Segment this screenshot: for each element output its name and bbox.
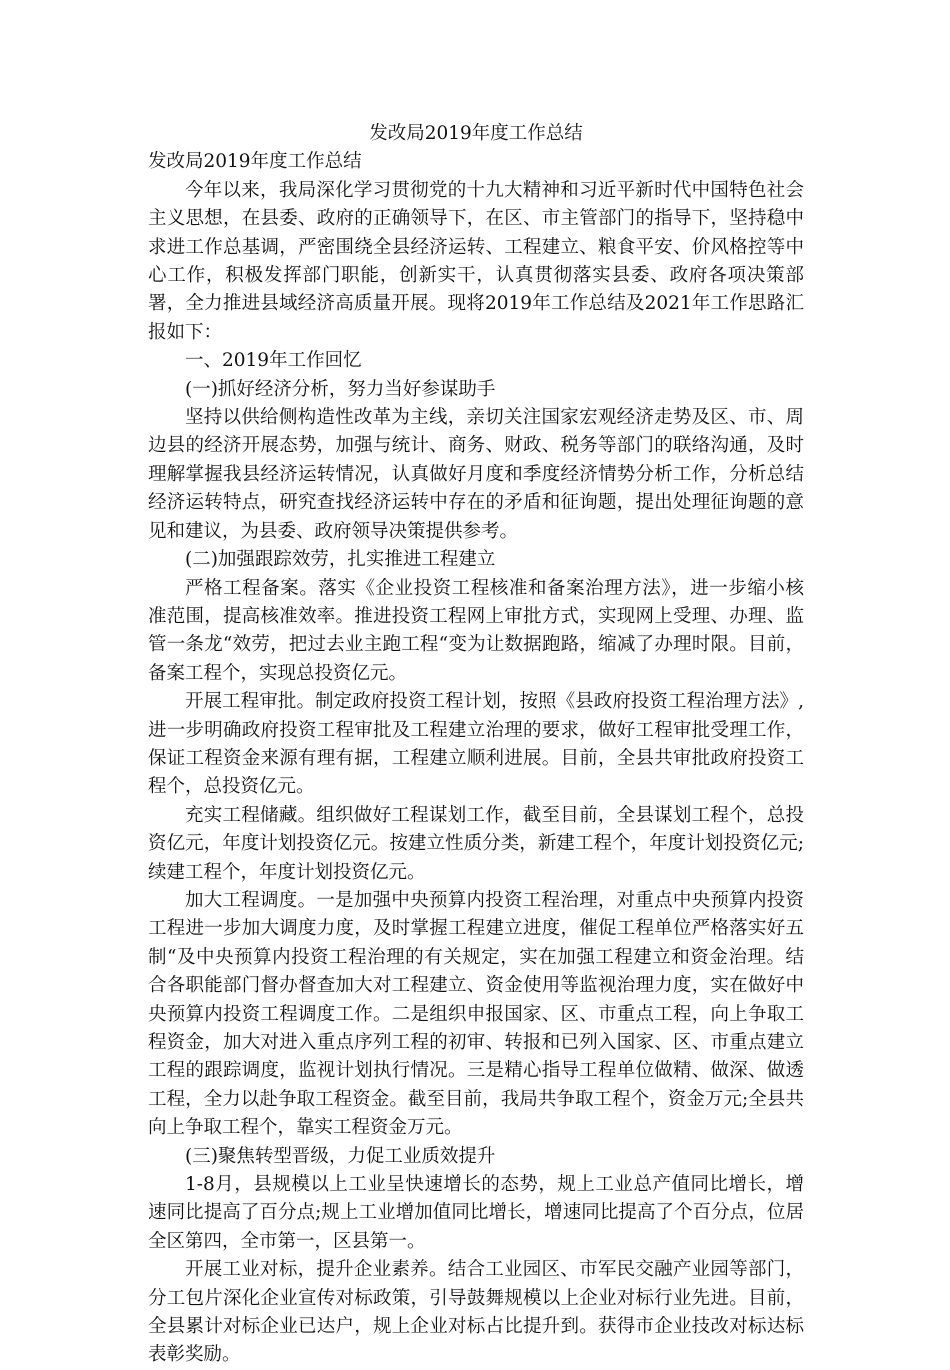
body-paragraph: 1-8月，县规模以上工业呈快速增长的态势，规上工业总产值同比增长，增速同比提高了百分点;规上工业增加值同比增长，增速同比提高了个百分点，位居全区第四，全市第一，区县第一。 [148, 1174, 804, 1252]
paragraph-list [148, 177, 804, 1370]
document-subtitle: 发改局2019年度工作总结 [148, 151, 362, 173]
body-paragraph: 开展工程审批。制定政府投资工程计划，按照《县政府投资工程治理方法》,进一步明确政府投资工程审批及工程建立治理的要求，做好工程审批受理工作，保证工程资金来源有理有据，工程建立顺利进展。目前，全县共审批政府投资工程个，总投资亿元。 [148, 691, 804, 798]
section-heading: 一、2019年工作回忆 [185, 350, 362, 372]
body-paragraph: 坚持以供给侧构造性改革为主线，亲切关注国家宏观经济走势及区、市、周边县的经济开展态势，加强与统计、商务、财政、税务等部门的联络沟通，及时理解掌握我县经济运转情况，认真做好月度和季度经济情势分析工作，分析总结经济运转特点，研究查找经济运转中存在的矛盾和征询题，提出处理征询题的意见和建议，为县委、政府领导决策提供参考。 [148, 407, 804, 542]
section-heading: (三)聚焦转型晋级，力促工业质效提升 [185, 1145, 496, 1167]
body-paragraph: 今年以来，我局深化学习贯彻党的十九大精神和习近平新时代中国特色社会主义思想，在县委、政府的正确领导下，在区、市主管部门的指导下，坚持稳中求进工作总基调，严密围绕全县经济运转、工程建立、粮食平安、价风格控等中心工作，积极发挥部门职能，创新实干，认真贯彻落实县委、政府各项决策部署，全力推进县域经济高质量开展。现将2019年工作总结及2021年工作思路汇报如下： [148, 179, 804, 343]
body-paragraph: 充实工程储藏。组织做好工程谋划工作，截至目前，全县谋划工程个，总投资亿元，年度计划投资亿元。按建立性质分类，新建工程个，年度计划投资亿元;续建工程个，年度计划投资亿元。 [148, 804, 804, 883]
document-body [148, 120, 804, 1370]
section-heading: (一)抓好经济分析，努力当好参谋助手 [185, 378, 496, 400]
body-paragraph: 开展工业对标，提升企业素养。结合工业园区、市军民交融产业园等部门，分工包片深化企业宣传对标政策，引导鼓舞规模以上企业对标行业先进。目前，全县累计对标企业已达户，规上企业对标占比提升到。获得市企业技改对标达标表彰奖励。 [148, 1259, 804, 1366]
section-heading: (二)加强跟踪效劳，扎实推进工程建立 [185, 549, 496, 571]
body-paragraph: 加大工程调度。一是加强中央预算内投资工程治理，对重点中央预算内投资工程进一步加大调度力度，及时掌握工程建立进度，催促工程单位严格落实好五制“及中央预算内投资工程治理的有关规定，实在加强工程建立和资金治理。结合各职能部门督办督查加大对工程建立、资金使用等监视治理力度，实在做好中央预算内投资工程调度工作。二是组织申报国家、区、市重点工程，向上争取工程资金，加大对进入重点序列工程的初审、转报和已列入国家、区、市重点建立工程的跟踪调度，监视计划执行情况。三是精心指导工程单位做精、做深、做透工程，全力以赴争取工程资金。截至目前，我局共争取工程个，资金万元;全县共向上争取工程个，靠实工程资金万元。 [148, 889, 804, 1139]
body-paragraph: 严格工程备案。落实《企业投资工程核准和备案治理方法》，进一步缩小核准范围，提高核准效率。推进投资工程网上审批方式，实现网上受理、办理、监管一条龙“效劳，把过去业主跑工程“变为让数据跑路，缩减了办理时限。目前，备案工程个，实现总投资亿元。 [148, 577, 804, 684]
document-title: 发改局2019年度工作总结 [369, 123, 583, 144]
